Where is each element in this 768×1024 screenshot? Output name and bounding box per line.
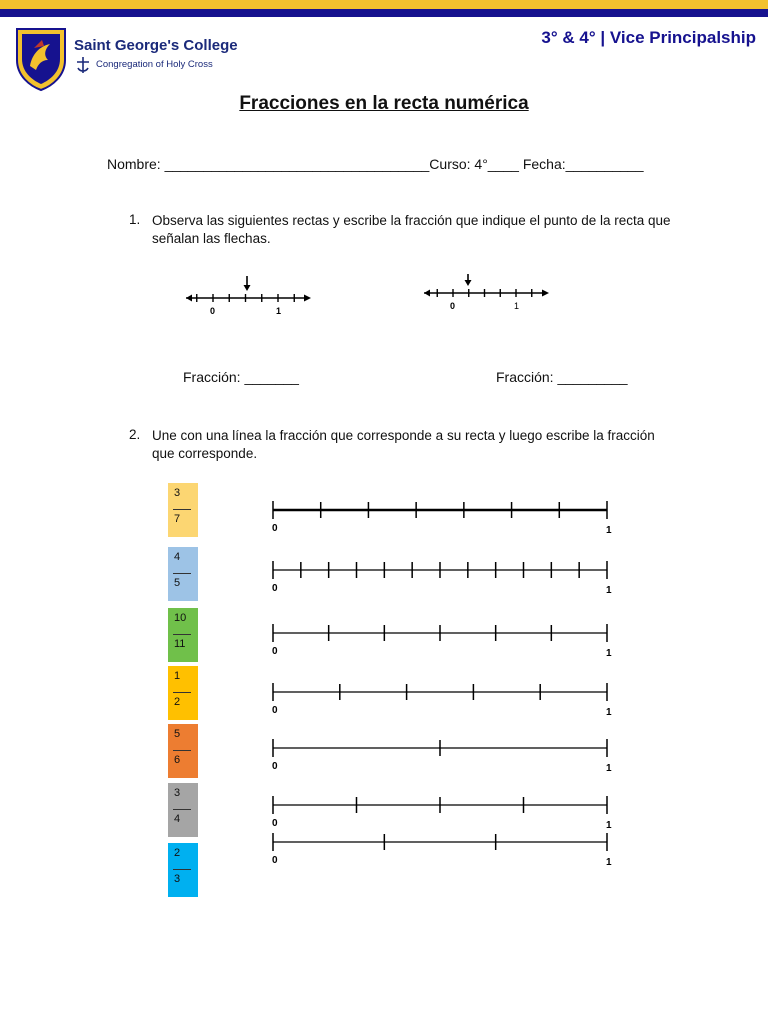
fraction-numerator: 1 xyxy=(174,670,181,682)
fraction-denominator: 6 xyxy=(174,754,181,766)
fraction-denominator: 11 xyxy=(174,638,186,650)
header-navy-band xyxy=(0,9,768,17)
fraction-numerator: 10 xyxy=(174,612,187,624)
fraction-bar xyxy=(173,809,191,810)
fraction-card-6[interactable] xyxy=(168,783,198,837)
one-label: 1 xyxy=(606,648,612,659)
q1b-one-label: 1 xyxy=(514,301,520,311)
fraction-numerator: 3 xyxy=(174,787,181,799)
q1b-zero-label: 0 xyxy=(450,301,456,311)
question-1-text: Observa las siguientes rectas y escribe la fracción que indique el punto de la recta que señalan las flechas. xyxy=(152,213,671,246)
zero-label: 0 xyxy=(272,855,278,866)
page-title: Fracciones en la recta numérica xyxy=(239,93,529,114)
one-label: 1 xyxy=(606,820,612,831)
fraction-denominator: 2 xyxy=(174,696,181,708)
congregation-name: Congregation of Holy Cross xyxy=(96,59,213,70)
fraction-bar xyxy=(173,509,191,510)
college-name: Saint George's College xyxy=(74,37,238,54)
fraction-card-5[interactable] xyxy=(168,724,198,778)
one-label: 1 xyxy=(606,707,612,718)
fraction-card-3[interactable] xyxy=(168,608,198,662)
number-line-1[interactable] xyxy=(272,501,612,536)
student-info-fields[interactable]: Nombre: __________________________________Curso: 4°____ Fecha:__________ xyxy=(107,156,644,172)
fraction-bar xyxy=(173,634,191,635)
one-label: 1 xyxy=(606,585,612,596)
fraction-card-4[interactable] xyxy=(168,666,198,720)
vice-principalship-title: 3° & 4° | Vice Principalship xyxy=(541,28,756,47)
number-line-2[interactable] xyxy=(272,561,612,596)
number-line-3[interactable] xyxy=(272,624,612,659)
q1a-zero-label: 0 xyxy=(210,306,216,316)
fraction-bar xyxy=(173,869,191,870)
zero-label: 0 xyxy=(272,583,278,594)
one-label: 1 xyxy=(606,763,612,774)
question-1-number: 1. xyxy=(129,212,141,227)
fraction-numerator: 4 xyxy=(174,551,181,563)
fraction-denominator: 3 xyxy=(174,873,181,885)
question-2-number: 2. xyxy=(129,427,141,442)
college-logo xyxy=(14,26,238,92)
fraction-bar xyxy=(173,573,191,574)
fraction-numerator: 5 xyxy=(174,728,181,740)
zero-label: 0 xyxy=(272,705,278,716)
zero-label: 0 xyxy=(272,523,278,534)
question-2-text: Une con una línea la fracción que corresponde a su recta y luego escribe la fracción que corresponde. xyxy=(152,428,655,461)
zero-label: 0 xyxy=(272,818,278,829)
q2-number-lines[interactable] xyxy=(260,490,630,880)
number-line-7[interactable] xyxy=(272,833,612,868)
zero-label: 0 xyxy=(272,646,278,657)
q1a-one-label: 1 xyxy=(276,306,282,316)
crest-icon xyxy=(14,26,68,92)
fraction-card-1[interactable] xyxy=(168,483,198,537)
q1-number-line-b xyxy=(418,270,558,316)
fraction-bar xyxy=(173,750,191,751)
fraction-card-7[interactable] xyxy=(168,843,198,897)
fraction-numerator: 2 xyxy=(174,847,181,859)
q1-answer-1[interactable]: Fracción: _______ xyxy=(183,369,299,385)
fraction-denominator: 5 xyxy=(174,577,181,589)
fraction-card-2[interactable] xyxy=(168,547,198,601)
number-line-4[interactable] xyxy=(272,683,612,718)
one-label: 1 xyxy=(606,525,612,536)
zero-label: 0 xyxy=(272,761,278,772)
fraction-denominator: 4 xyxy=(174,813,181,825)
fraction-numerator: 3 xyxy=(174,487,181,499)
header-gold-band xyxy=(0,0,768,9)
q1-number-line-a xyxy=(180,272,320,318)
number-line-6[interactable] xyxy=(272,796,612,831)
fraction-denominator: 7 xyxy=(174,513,181,525)
q1-answer-2[interactable]: Fracción: _________ xyxy=(496,369,628,385)
holy-cross-icon xyxy=(74,56,92,74)
one-label: 1 xyxy=(606,857,612,868)
fraction-bar xyxy=(173,692,191,693)
number-line-5[interactable] xyxy=(272,739,612,774)
